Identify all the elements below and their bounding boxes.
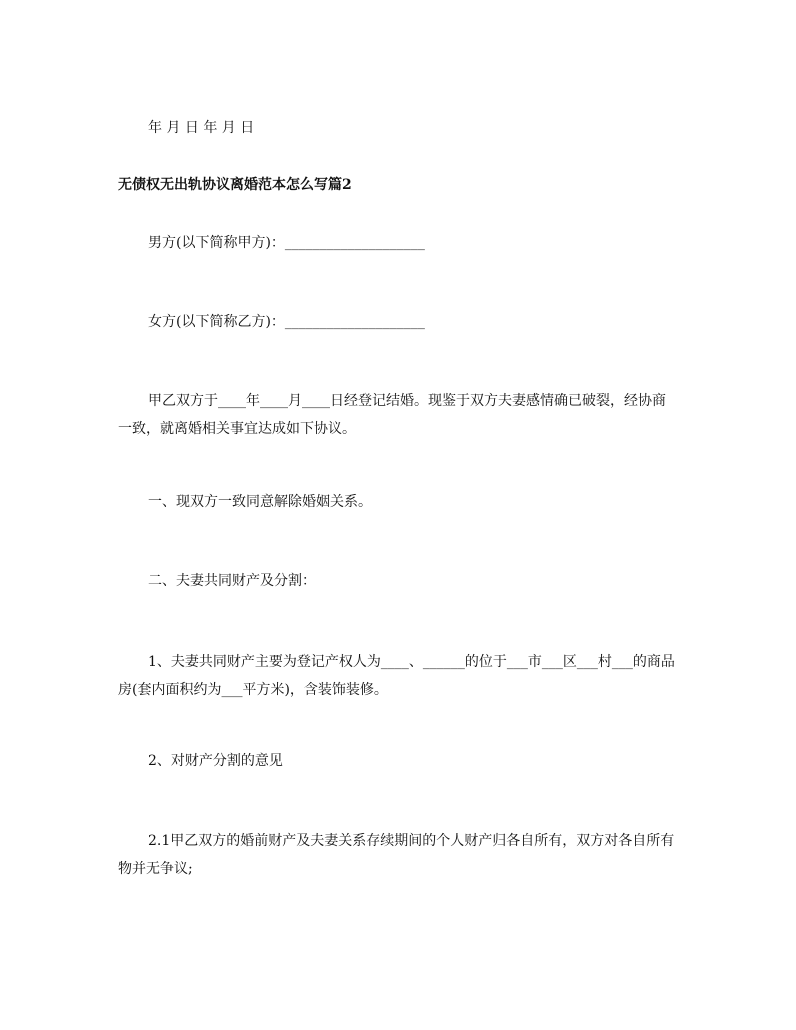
clause-one: 一、现双方一致同意解除婚姻关系。 [148, 494, 372, 510]
property-paragraph: 1、夫妻共同财产主要为登记产权人为____、______的位于___市___区___村___的商品房(套内面积约为___平方米)，含装饰装修。 [118, 654, 675, 698]
husband-line: 男方(以下简称甲方)：____________________ [148, 235, 425, 251]
wife-line: 女方(以下简称乙方)：____________________ [148, 314, 425, 330]
section-heading: 无债权无出轨协议离婚范本怎么写篇2 [118, 177, 352, 193]
property-division-heading: 2、对财产分割的意见 [148, 753, 283, 769]
clause-two: 二、夫妻共同财产及分割： [148, 573, 316, 589]
premarital-property-paragraph: 2.1甲乙双方的婚前财产及夫妻关系存续期间的个人财产归各自所有，双方对各自所有物并无争议; [118, 833, 675, 877]
marriage-paragraph: 甲乙双方于____年____月____日经登记结婚。现鉴于双方夫妻感情确已破裂，经协商一致，就离婚相关事宜达成如下协议。 [118, 393, 666, 437]
date-line: 年 月 日 年 月 日 [148, 120, 255, 136]
